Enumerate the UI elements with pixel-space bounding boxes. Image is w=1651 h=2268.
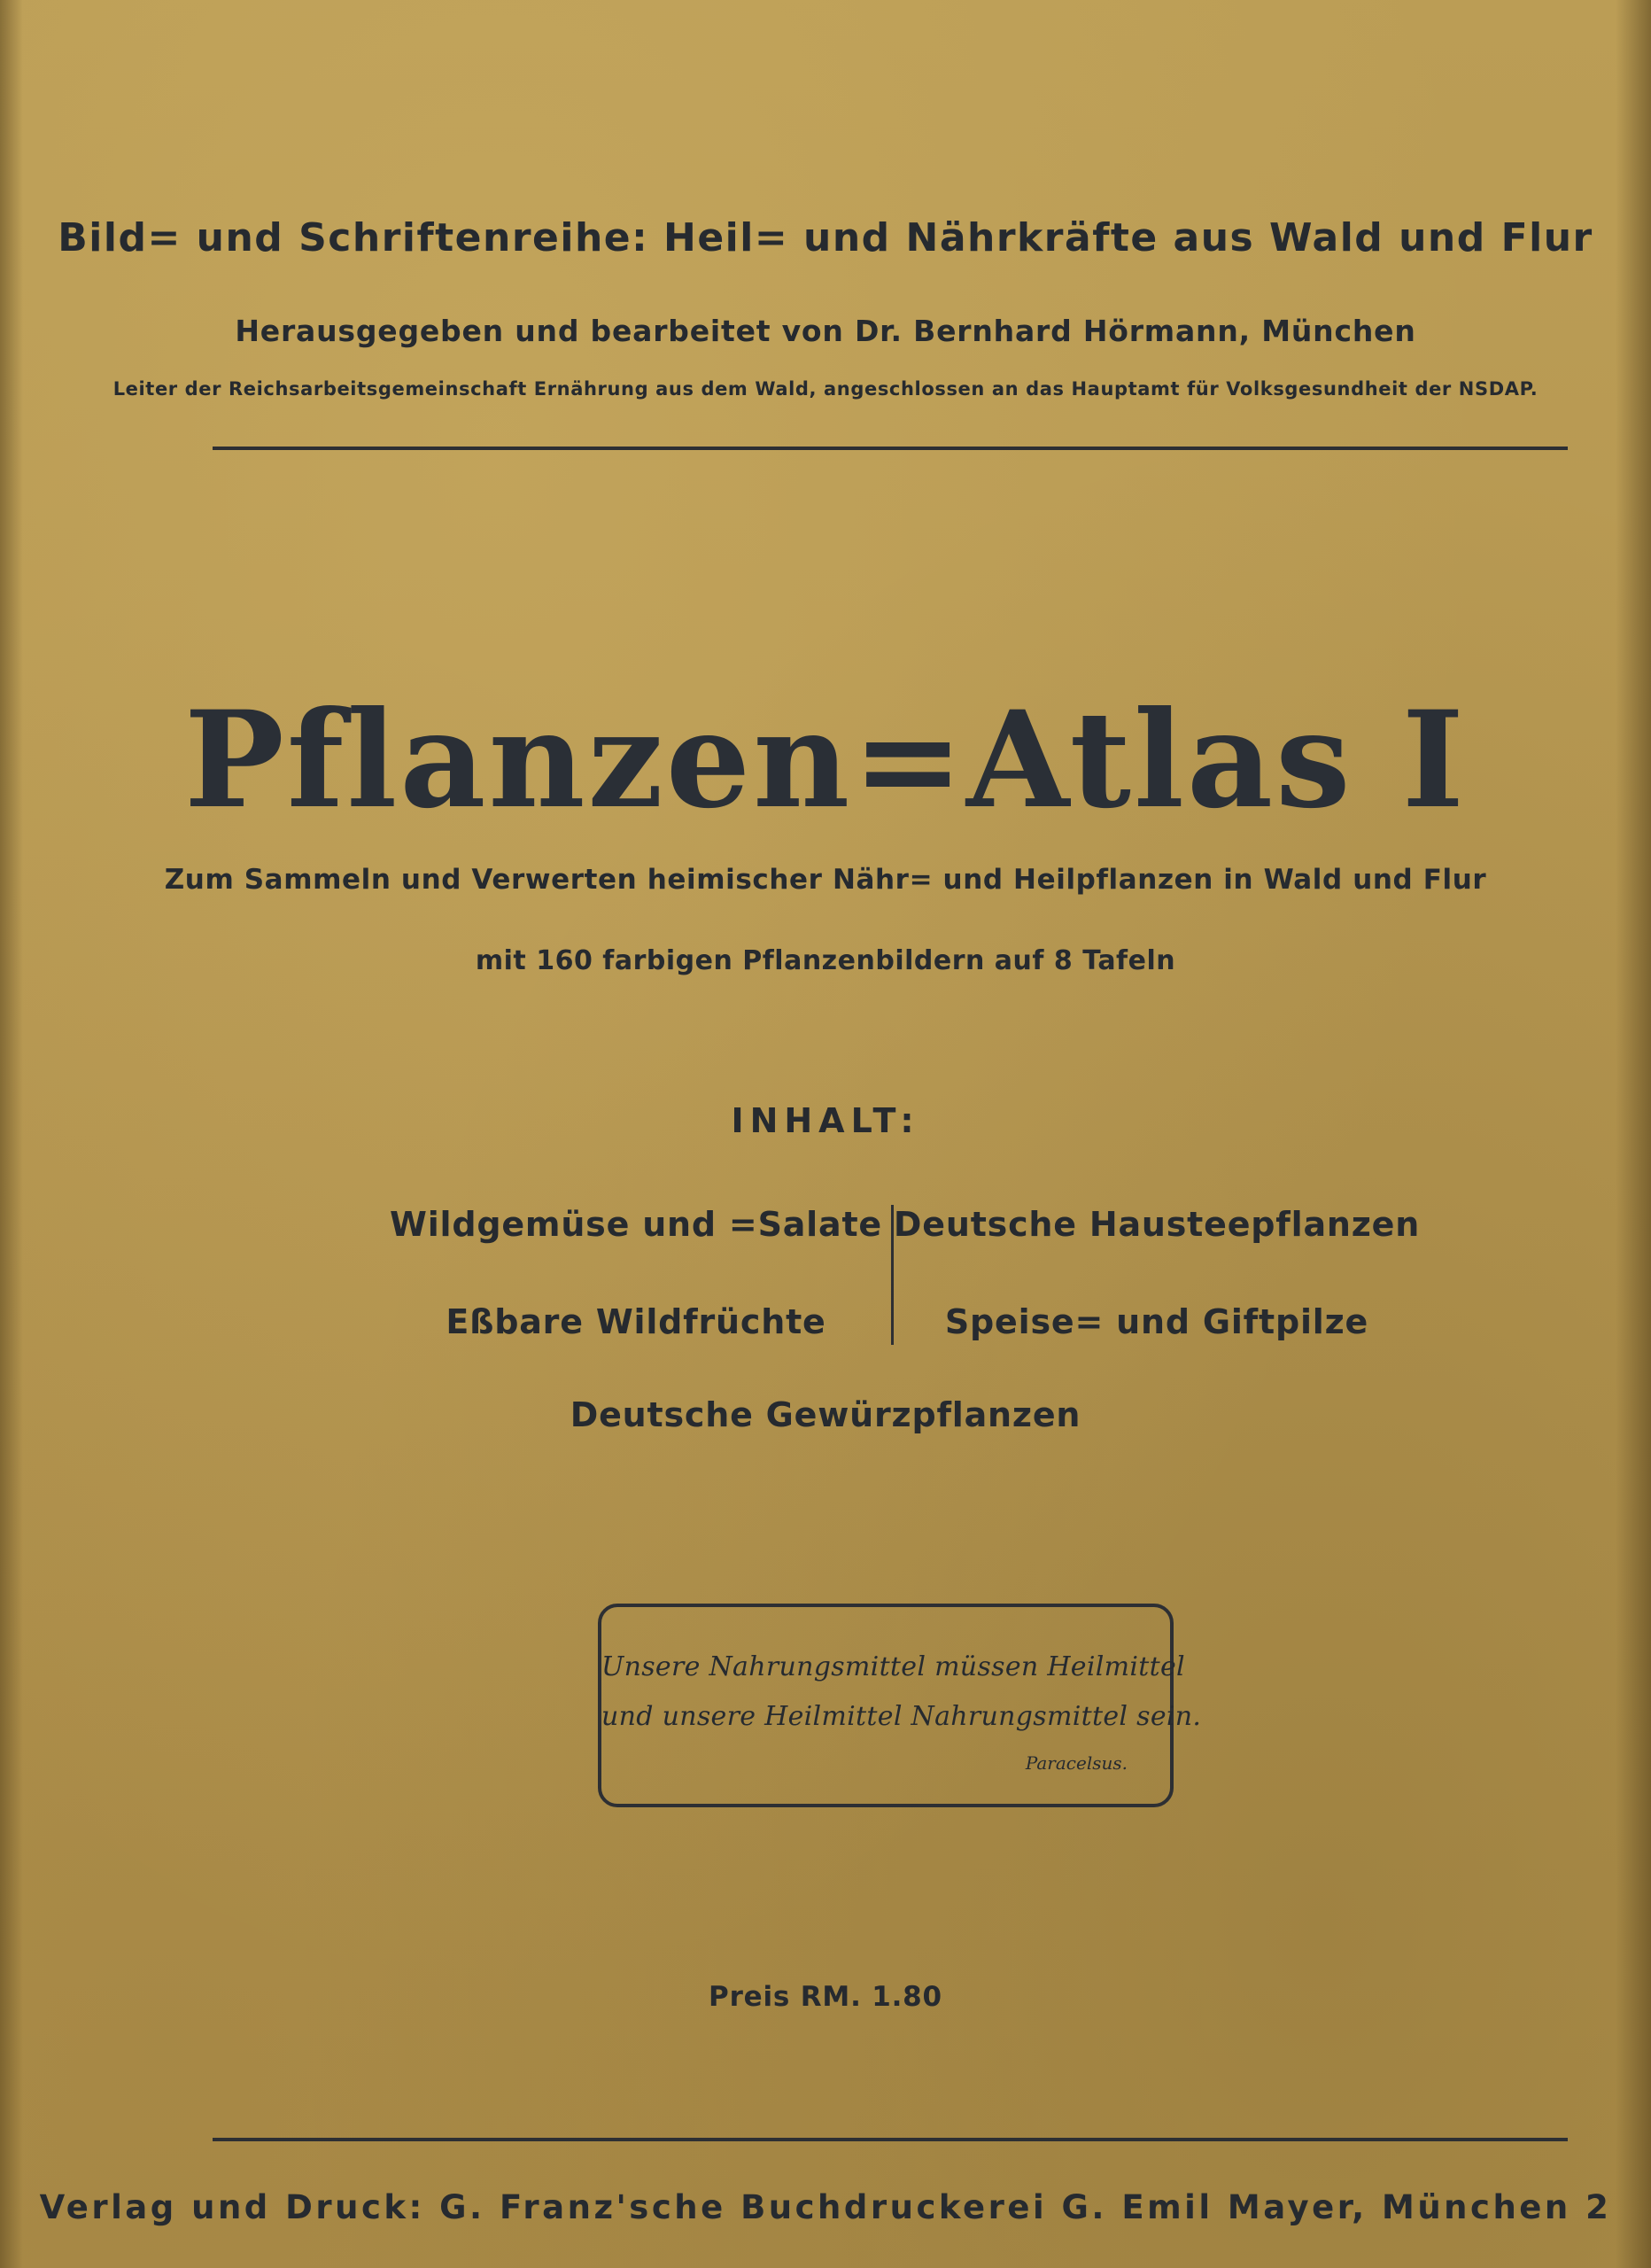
quote-box [598,1604,1202,1807]
contents-item: Deutsche Gewürzpflanzen [570,1395,1081,1434]
book-subtitle: Zum Sammeln und Verwerten heimischer Nähr= und Heilpflanzen in Wald und Flur [164,864,1487,896]
bottom-rule [213,2138,1568,2141]
book-title: Pflanzen=Atlas I [184,682,1467,838]
quote-author: Paracelsus. [1025,1752,1128,1774]
publisher-imprint: Verlag und Druck: G. Franz'sche Buchdruckerei G. Emil Mayer, München 2 [39,2188,1612,2226]
series-title: Bild= und Schriftenreihe: Heil= und Nährkräfte aus Wald und Flur [58,215,1593,260]
contents-item: Speise= und Giftpilze [944,1302,1369,1341]
quote-line: und unsere Heilmittel Nahrungsmittel sein. [601,1701,1202,1732]
quote-line: Unsere Nahrungsmittel müssen Heilmittel [601,1651,1185,1682]
price-label: Preis RM. 1.80 [709,1981,942,2013]
contents-item: Wildgemüse und =Salate [389,1205,882,1244]
contents-item: Deutsche Hausteepflanzen [893,1205,1421,1244]
contents-item: Eßbare Wildfrüchte [446,1302,826,1341]
plates-note: mit 160 farbigen Pflanzenbildern auf 8 Tafeln [475,945,1176,976]
top-rule [213,447,1568,450]
editor-affiliation: Leiter der Reichsarbeitsgemeinschaft Ernährung aus dem Wald, angeschlossen an das Hauptamt für Volksgesundheit der NSDAP. [112,378,1539,400]
editor-credit: Herausgegeben und bearbeitet von Dr. Bernhard Hörmann, München [235,314,1416,348]
contents-heading: INHALT: [731,1101,920,1140]
contents-divider [891,1205,894,1345]
